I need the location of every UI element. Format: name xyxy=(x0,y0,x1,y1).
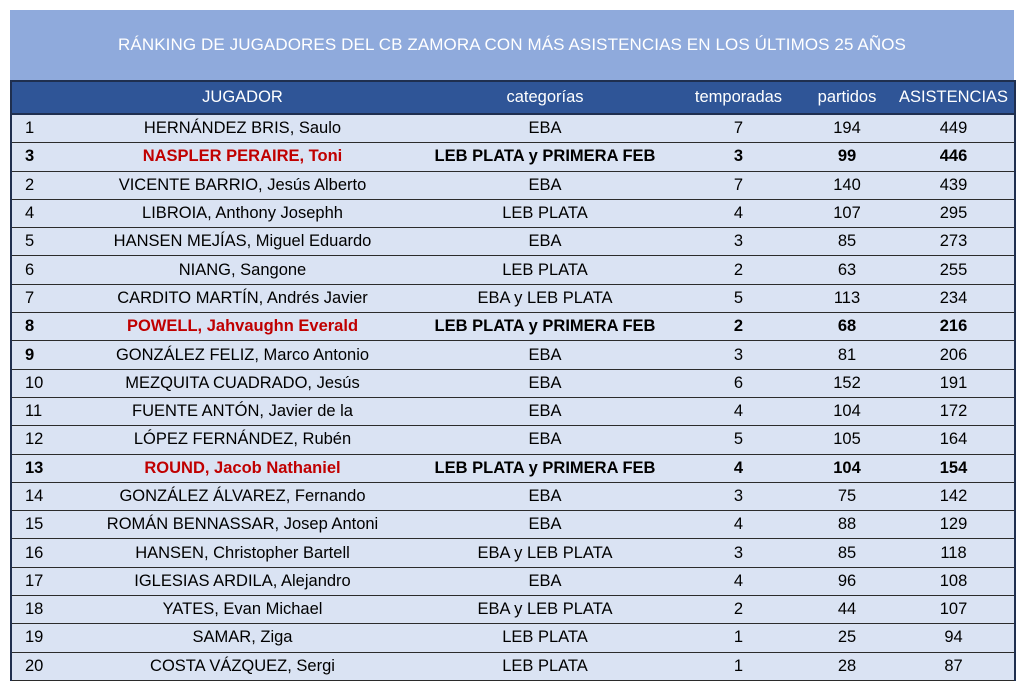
cell-rank: 18 xyxy=(11,596,71,624)
cell-categories: LEB PLATA xyxy=(414,256,676,284)
cell-assists: 172 xyxy=(893,397,1015,425)
cell-player: ROUND, Jacob Nathaniel xyxy=(71,454,414,482)
cell-rank: 8 xyxy=(11,313,71,341)
cell-categories: LEB PLATA xyxy=(414,652,676,680)
cell-assists: 295 xyxy=(893,199,1015,227)
cell-rank: 14 xyxy=(11,482,71,510)
cell-player: NASPLER PERAIRE, Toni xyxy=(71,143,414,171)
cell-games: 28 xyxy=(801,652,893,680)
cell-seasons: 2 xyxy=(676,313,801,341)
cell-seasons: 2 xyxy=(676,596,801,624)
table-row xyxy=(11,482,1015,510)
cell-rank: 20 xyxy=(11,652,71,680)
cell-seasons: 3 xyxy=(676,482,801,510)
cell-seasons: 2 xyxy=(676,256,801,284)
cell-player: NIANG, Sangone xyxy=(71,256,414,284)
cell-player: COSTA VÁZQUEZ, Sergi xyxy=(71,652,414,680)
cell-seasons: 4 xyxy=(676,397,801,425)
table-row xyxy=(11,369,1015,397)
table-row xyxy=(11,567,1015,595)
cell-player: ROMÁN BENNASSAR, Josep Antoni xyxy=(71,511,414,539)
cell-assists: 439 xyxy=(893,171,1015,199)
header-player: JUGADOR xyxy=(71,81,414,114)
cell-categories: LEB PLATA y PRIMERA FEB xyxy=(414,454,676,482)
cell-seasons: 7 xyxy=(676,114,801,143)
cell-categories: EBA xyxy=(414,397,676,425)
cell-seasons: 3 xyxy=(676,341,801,369)
cell-games: 152 xyxy=(801,369,893,397)
cell-categories: LEB PLATA y PRIMERA FEB xyxy=(414,313,676,341)
cell-seasons: 1 xyxy=(676,652,801,680)
cell-games: 194 xyxy=(801,114,893,143)
cell-categories: EBA xyxy=(414,369,676,397)
table-header-row xyxy=(11,81,1015,114)
cell-player: IGLESIAS ARDILA, Alejandro xyxy=(71,567,414,595)
cell-assists: 154 xyxy=(893,454,1015,482)
cell-seasons: 3 xyxy=(676,143,801,171)
cell-categories: EBA y LEB PLATA xyxy=(414,539,676,567)
header-categories: categorías xyxy=(414,81,676,114)
cell-games: 104 xyxy=(801,397,893,425)
cell-assists: 129 xyxy=(893,511,1015,539)
table-row xyxy=(11,313,1015,341)
header-seasons: temporadas xyxy=(676,81,801,114)
cell-player: HANSEN MEJÍAS, Miguel Eduardo xyxy=(71,228,414,256)
cell-seasons: 5 xyxy=(676,426,801,454)
header-rank xyxy=(11,81,71,114)
table-row xyxy=(11,228,1015,256)
cell-categories: LEB PLATA xyxy=(414,199,676,227)
cell-games: 68 xyxy=(801,313,893,341)
table-row xyxy=(11,454,1015,482)
cell-seasons: 3 xyxy=(676,228,801,256)
cell-rank: 4 xyxy=(11,199,71,227)
cell-rank: 5 xyxy=(11,228,71,256)
table-row xyxy=(11,397,1015,425)
cell-player: MEZQUITA CUADRADO, Jesús xyxy=(71,369,414,397)
cell-categories: EBA y LEB PLATA xyxy=(414,596,676,624)
cell-rank: 7 xyxy=(11,284,71,312)
cell-assists: 273 xyxy=(893,228,1015,256)
cell-seasons: 4 xyxy=(676,567,801,595)
cell-assists: 234 xyxy=(893,284,1015,312)
cell-assists: 191 xyxy=(893,369,1015,397)
table-row xyxy=(11,284,1015,312)
cell-games: 96 xyxy=(801,567,893,595)
table-row xyxy=(11,539,1015,567)
cell-seasons: 4 xyxy=(676,199,801,227)
cell-rank: 10 xyxy=(11,369,71,397)
cell-assists: 255 xyxy=(893,256,1015,284)
cell-categories: EBA xyxy=(414,171,676,199)
cell-games: 105 xyxy=(801,426,893,454)
cell-assists: 446 xyxy=(893,143,1015,171)
cell-categories: EBA xyxy=(414,567,676,595)
cell-games: 75 xyxy=(801,482,893,510)
cell-games: 113 xyxy=(801,284,893,312)
cell-games: 85 xyxy=(801,228,893,256)
cell-rank: 9 xyxy=(11,341,71,369)
cell-categories: EBA xyxy=(414,426,676,454)
cell-games: 81 xyxy=(801,341,893,369)
cell-player: HANSEN, Christopher Bartell xyxy=(71,539,414,567)
cell-assists: 216 xyxy=(893,313,1015,341)
cell-games: 63 xyxy=(801,256,893,284)
cell-games: 104 xyxy=(801,454,893,482)
cell-seasons: 4 xyxy=(676,511,801,539)
table-title: RÁNKING DE JUGADORES DEL CB ZAMORA CON MÁS ASISTENCIAS EN LOS ÚLTIMOS 25 AÑOS xyxy=(10,10,1014,80)
cell-rank: 16 xyxy=(11,539,71,567)
cell-games: 88 xyxy=(801,511,893,539)
cell-categories: LEB PLATA xyxy=(414,624,676,652)
cell-assists: 142 xyxy=(893,482,1015,510)
table-row xyxy=(11,341,1015,369)
cell-rank: 1 xyxy=(11,114,71,143)
table-row xyxy=(11,143,1015,171)
cell-rank: 15 xyxy=(11,511,71,539)
cell-categories: EBA xyxy=(414,482,676,510)
cell-seasons: 4 xyxy=(676,454,801,482)
cell-player: VICENTE BARRIO, Jesús Alberto xyxy=(71,171,414,199)
cell-assists: 108 xyxy=(893,567,1015,595)
cell-player: SAMAR, Ziga xyxy=(71,624,414,652)
cell-assists: 164 xyxy=(893,426,1015,454)
cell-seasons: 6 xyxy=(676,369,801,397)
cell-player: FUENTE ANTÓN, Javier de la xyxy=(71,397,414,425)
cell-player: POWELL, Jahvaughn Everald xyxy=(71,313,414,341)
cell-rank: 12 xyxy=(11,426,71,454)
cell-seasons: 1 xyxy=(676,624,801,652)
cell-player: HERNÁNDEZ BRIS, Saulo xyxy=(71,114,414,143)
cell-rank: 6 xyxy=(11,256,71,284)
cell-categories: EBA y LEB PLATA xyxy=(414,284,676,312)
cell-rank: 17 xyxy=(11,567,71,595)
table-row xyxy=(11,652,1015,680)
cell-games: 85 xyxy=(801,539,893,567)
table-row xyxy=(11,596,1015,624)
cell-games: 44 xyxy=(801,596,893,624)
cell-player: LIBROIA, Anthony Josephh xyxy=(71,199,414,227)
table-row xyxy=(11,511,1015,539)
cell-seasons: 7 xyxy=(676,171,801,199)
cell-categories: EBA xyxy=(414,341,676,369)
cell-rank: 19 xyxy=(11,624,71,652)
cell-seasons: 3 xyxy=(676,539,801,567)
cell-rank: 11 xyxy=(11,397,71,425)
cell-categories: EBA xyxy=(414,114,676,143)
table-row xyxy=(11,426,1015,454)
cell-rank: 2 xyxy=(11,171,71,199)
cell-player: YATES, Evan Michael xyxy=(71,596,414,624)
cell-rank: 3 xyxy=(11,143,71,171)
cell-player: GONZÁLEZ FELIZ, Marco Antonio xyxy=(71,341,414,369)
cell-games: 107 xyxy=(801,199,893,227)
cell-seasons: 5 xyxy=(676,284,801,312)
cell-categories: LEB PLATA y PRIMERA FEB xyxy=(414,143,676,171)
cell-assists: 107 xyxy=(893,596,1015,624)
cell-categories: EBA xyxy=(414,511,676,539)
cell-assists: 118 xyxy=(893,539,1015,567)
cell-rank: 13 xyxy=(11,454,71,482)
cell-categories: EBA xyxy=(414,228,676,256)
cell-assists: 87 xyxy=(893,652,1015,680)
ranking-table xyxy=(10,80,1016,681)
cell-games: 140 xyxy=(801,171,893,199)
table-row xyxy=(11,624,1015,652)
header-games: partidos xyxy=(801,81,893,114)
cell-games: 99 xyxy=(801,143,893,171)
table-row xyxy=(11,171,1015,199)
table-row xyxy=(11,114,1015,143)
cell-player: LÓPEZ FERNÁNDEZ, Rubén xyxy=(71,426,414,454)
cell-assists: 94 xyxy=(893,624,1015,652)
cell-assists: 449 xyxy=(893,114,1015,143)
ranking-body xyxy=(11,114,1015,680)
table-row xyxy=(11,199,1015,227)
table-row xyxy=(11,256,1015,284)
cell-player: CARDITO MARTÍN, Andrés Javier xyxy=(71,284,414,312)
cell-games: 25 xyxy=(801,624,893,652)
header-assists: ASISTENCIAS xyxy=(893,81,1015,114)
cell-player: GONZÁLEZ ÁLVAREZ, Fernando xyxy=(71,482,414,510)
cell-assists: 206 xyxy=(893,341,1015,369)
